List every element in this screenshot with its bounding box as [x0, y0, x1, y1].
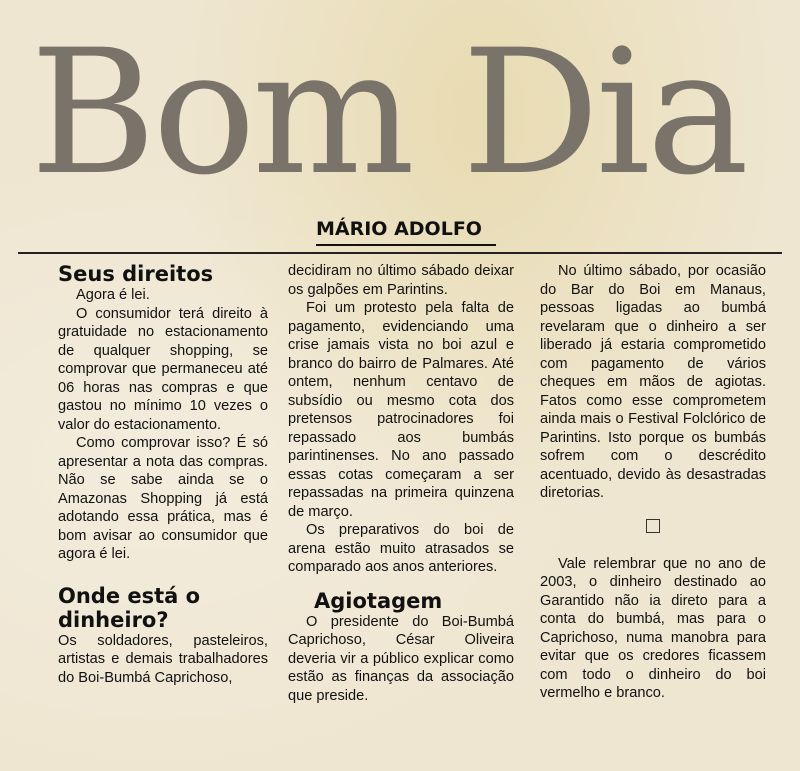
paragraph: Os preparativos do boi de arena estão muito atrasados se comparado aos anos anteriores. [288, 522, 514, 575]
paragraph: Os soldadores, pasteleiros, artistas e demais trabalhadores do Boi-Bumbá Caprichoso, [58, 632, 268, 686]
byline-underline [316, 244, 496, 246]
heading-seus-direitos: Seus direitos [58, 262, 214, 286]
column-1 [58, 262, 268, 687]
spacer [540, 547, 766, 555]
paragraph: Foi um protesto pela falta de pagamento, evidenciando uma crise jamais vista no boi azul e branco do bairro de Palmares. Até ontem, nenhum centavo de subsídio ou mesmo cota dos pretensos patrocinadores foi repassado aos bumbás parintinenses. No ano passado essas cotas começaram a ser repassadas na primeira quinzena de março. [288, 300, 514, 520]
spacer [288, 577, 514, 589]
paragraph: decidiram no último sábado deixar os galpões em Parintins. [288, 263, 514, 298]
heading-agiotagem: Agiotagem [314, 588, 443, 613]
paragraph: O presidente do Boi-Bumbá Caprichoso, César Oliveira deveria vir a público explicar como estão as finanças da associação que preside. [288, 613, 514, 704]
heading-onde-esta-o-dinheiro: Onde está o dinheiro? [58, 583, 201, 632]
paragraph: Agora é lei. [76, 287, 150, 303]
header-rule [18, 252, 782, 254]
paragraph: O consumidor terá direito à gratuidade no estacionamento de qualquer shopping, se comprovar que permaneceu até 06 horas nas compras e que gastou no mínimo 10 vezes o valor do estacionamento. [58, 305, 268, 433]
section-separator-box [646, 519, 660, 533]
paragraph: No último sábado, por ocasião do Bar do Boi em Manaus, pessoas ligadas ao bumbá revelaram que o dinheiro a ser liberado já estaria comprometido com pagamento de vários cheques em mãos de agiotas. Fatos como esse comprometem ainda mais o Festival Folclórico de Parintins. Isto porque os bumbás sofrem com o descrédito acentuado, devido às desastradas diretorias. [540, 263, 766, 501]
author-byline: MÁRIO ADOLFO [316, 218, 482, 240]
paragraph: Vale relembrar que no ano de 2003, o dinheiro destinado ao Garantido não ia direto para a conta do bumbá, mas para o Caprichoso, numa manobra para evitar que os credores ficassem com todo o dinheiro do boi vermelho e branco. [540, 555, 766, 701]
spacer [58, 564, 268, 584]
column-3 [540, 262, 766, 703]
column-2 [288, 262, 514, 705]
paragraph: Como comprovar isso? É só apresentar a nota das compras. Não se sabe ainda se o Amazonas Shopping já está adotando essa prática, mas é bom avisar ao consumidor que agora é lei. [58, 435, 268, 562]
masthead-title: Bom Dia [30, 18, 746, 208]
